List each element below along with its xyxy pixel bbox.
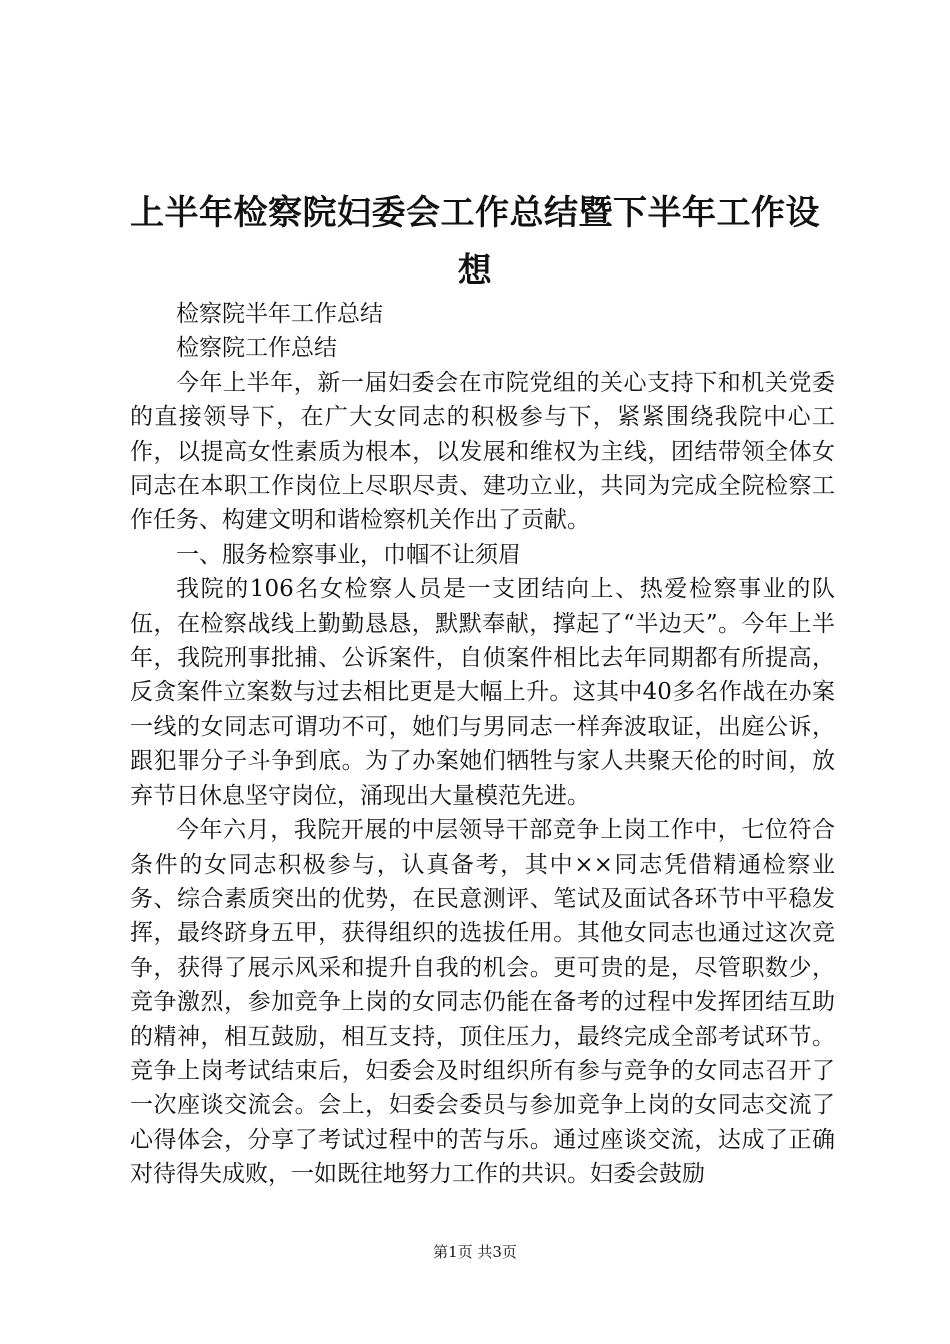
paragraph-subtitle-1: 检察院半年工作总结	[176, 301, 383, 327]
paragraph-body: 今年六月，我院开展的中层领导干部竞争上岗工作中，七位符合条件的女同志积极参与，认真备考，其中××同志凭借精通检察业务、综合素质突出的优势，在民意测评、笔试及面试各环节中平稳发挥，最终跻身五甲，获得组织的选拔任用。其他女同志也通过这次竞争，获得了展示风采和提升自我的机会。更可贵的是，尽管职数少，竞争激烈，参加竞争上岗的女同志仍能在备考的过程中发挥团结互助的精神，相互鼓励，相互支持，顶住压力，最终完成全部考试环节。竞争上岗考试结束后，妇委会及时组织所有参与竞争的女同志召开了一次座谈交流会。会上，妇委会委员与参加竞争上岗的女同志交流了心得体会，分享了考试过程中的苦与乐。通过座谈交流，达成了正确对待得失成败，一如既往地努力工作的共识。妇委会鼓励	[130, 817, 835, 1188]
page-number: 第1页 共3页	[433, 1243, 517, 1261]
paragraph-body: 我院的106名女检察人员是一支团结向上、热爱检察事业的队伍，在检察战线上勤勤恳恳，默默奉献，撑起了“半边天”。今年上半年，我院刑事批捕、公诉案件，自侦案件相比去年同期都有所提高，反贪案件立案数与过去相比更是大幅上升。这其中40多名作战在办案一线的女同志可谓功不可，她们与男同志一样奔波取证，出庭公诉，跟犯罪分子斗争到底。为了办案她们牺牲与家人共聚天伦的时间，放弃节日休息坚守岗位，涌现出大量模范先进。	[130, 576, 835, 809]
paragraph-intro: 今年上半年，新一届妇委会在市院党组的关心支持下和机关党委的直接领导下，在广大女同志的积极参与下，紧紧围绕我院中心工作，以提高女性素质为根本，以发展和维权为主线，团结带领全体女同志在本职工作岗位上尽职尽责、建功立业，共同为完成全院检察工作任务、构建文明和谐检察机关作出了贡献。	[130, 369, 835, 534]
document-body	[130, 297, 835, 1192]
document-title: 上半年检察院妇委会工作总结暨下半年工作设想	[130, 193, 820, 291]
paragraph-subtitle-2: 检察院工作总结	[176, 335, 337, 362]
section-heading: 一、服务检察事业，巾帼不让须眉	[176, 541, 521, 568]
